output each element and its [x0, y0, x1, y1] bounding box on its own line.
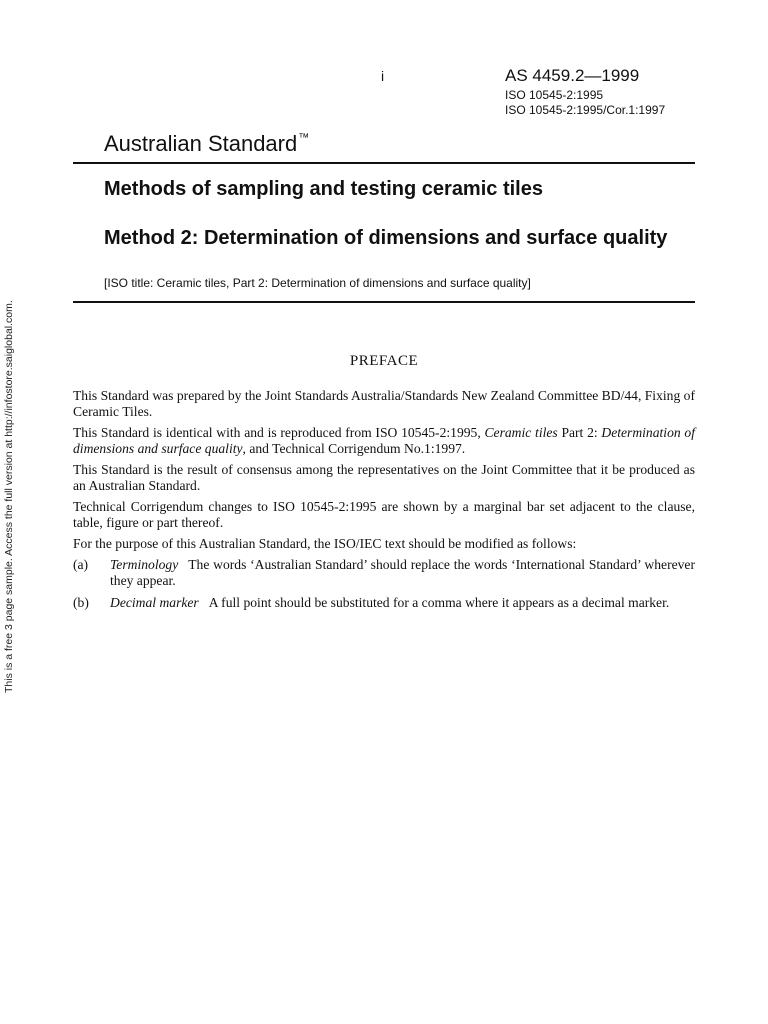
preface-paragraph	[73, 425, 695, 456]
list-item	[73, 595, 695, 611]
preface-paragraph: This Standard is the result of consensus among the representatives on the Joint Committee that it be produced as an Australian Standard.	[73, 462, 695, 493]
iso-reference: ISO 10545-2:1995	[505, 88, 604, 102]
sample-notice: This is a free 3 page sample. Access the full version at http://infostore.saiglobal.com.	[3, 300, 15, 693]
list-term: Decimal marker	[110, 595, 199, 610]
text-run: This Standard is identical with and is reproduced from ISO 10545-2:1995,	[73, 425, 485, 440]
iso-corrigendum-reference: ISO 10545-2:1995/Cor.1:1997	[505, 103, 666, 117]
italic-reference: Determination of dimensions and surface quality	[73, 425, 695, 456]
list-term: Terminology	[110, 557, 179, 572]
italic-reference: Ceramic tiles	[484, 425, 558, 440]
list-item	[73, 557, 695, 588]
list-body	[110, 557, 695, 588]
text-run: , and Technical Corrigendum No.1:1997.	[242, 440, 466, 456]
method-title: Method 2: Determination of dimensions and surface quality	[104, 227, 668, 249]
standard-number: AS 4459.2—1999	[505, 66, 640, 85]
brand-text: Australian Standard	[104, 131, 298, 156]
list-marker: (a)	[73, 557, 89, 572]
list-body	[110, 595, 695, 611]
preface-heading: PREFACE	[349, 353, 419, 369]
trademark-symbol: ™	[298, 132, 310, 144]
list-text: The words ‘Australian Standard’ should replace the words ‘International Standard’ wherever they appear.	[110, 557, 695, 588]
preface-paragraph: Technical Corrigendum changes to ISO 10545-2:1995 are shown by a marginal bar set adjacent to the clause, table, figure or part thereof.	[73, 499, 695, 530]
text-run: Part 2:	[557, 425, 602, 440]
iso-title: [ISO title: Ceramic tiles, Part 2: Determination of dimensions and surface quality]	[104, 276, 531, 290]
document-title: Methods of sampling and testing ceramic tiles	[104, 178, 543, 200]
bottom-divider	[73, 301, 695, 303]
top-divider	[73, 162, 695, 164]
brand-title	[104, 131, 309, 157]
list-text: A full point should be substituted for a comma where it appears as a decimal marker.	[208, 595, 670, 610]
preface-paragraph: For the purpose of this Australian Standard, the ISO/IEC text should be modified as follows:	[73, 536, 577, 551]
list-marker: (b)	[73, 595, 89, 610]
page-number: i	[381, 68, 385, 84]
preface-paragraph: This Standard was prepared by the Joint Standards Australia/Standards New Zealand Committee BD/44, Fixing of Ceramic Tiles.	[73, 388, 695, 419]
